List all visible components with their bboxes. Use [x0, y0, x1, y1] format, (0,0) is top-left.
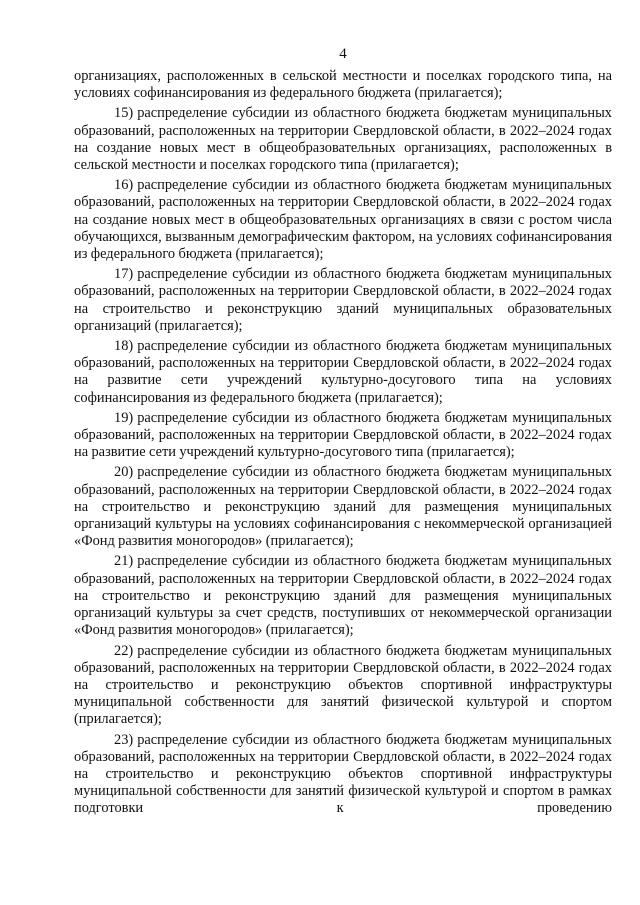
item-number: 23) — [114, 731, 134, 748]
item-number: 21) — [114, 553, 134, 570]
list-item-22 — [74, 643, 612, 729]
item-text: распределение субсидии из областного бюджета бюджетам муниципальных образований, расположенных на территории Свердловской области, в 2022–2024 годах на развитие сети учреждений культурно-досугового типа (прилагается); — [74, 409, 612, 461]
item-text: распределение субсидии из областного бюджета бюджетам муниципальных образований, расположенных на территории Свердловской области, в 2022–2024 годах на строительство и реконструкцию объектов спортивной инфраструктуры муниципальной собственности для занятий физической культурой и спортом (прилагается); — [74, 642, 612, 728]
paragraph-continuation — [74, 68, 612, 102]
item-text: распределение субсидии из областного бюджета бюджетам муниципальных образований, расположенных на территории Свердловской области, в 2022–2024 годах на создание новых мест в общеобразовательных организациях в связи с ростом числа обучающихся, вызванным демографическим фактором, на условиях софинансирования из федерального бюджета (прилагается); — [74, 177, 612, 263]
item-number: 15) — [114, 105, 134, 122]
item-number: 22) — [114, 642, 134, 659]
list-item-18 — [74, 338, 612, 407]
item-number: 17) — [114, 266, 134, 283]
item-text: распределение субсидии из областного бюджета бюджетам муниципальных образований, расположенных на территории Свердловской области, в 2022–2024 годах на развитие сети учреждений культурно-досугового типа на условиях софинансирования из федерального бюджета (прилагается); — [74, 338, 612, 406]
item-text: распределение субсидии из областного бюджета бюджетам муниципальных образований, расположенных на территории Свердловской области, в 2022–2024 годах на создание новых мест в общеобразовательных организациях, расположенных в сельской местности и поселках городского типа (прилагается); — [74, 105, 612, 174]
list-item-20 — [74, 464, 612, 550]
item-text: распределение субсидии из областного бюджета бюджетам муниципальных образований, расположенных на территории Свердловской области, в 2022–2024 годах на строительство и реконструкцию зданий муниципальных образовательных организаций (прилагается); — [74, 266, 612, 334]
item-number: 20) — [114, 464, 134, 481]
list-item-17 — [74, 266, 612, 335]
list-item-15 — [74, 105, 612, 174]
item-text: распределение субсидии из областного бюджета бюджетам муниципальных образований, расположенных на территории Свердловской области, в 2022–2024 годах на строительство и реконструкцию объектов спортивной инфраструктуры муниципальной собственности для занятий физической культурой и спортом в рамках подготовки к проведению — [74, 731, 612, 817]
paragraph-text: организациях, расположенных в сельской местности и поселках городского типа, на условиях софинансирования из федерального бюджета (прилагается); — [74, 68, 612, 102]
list-item-16 — [74, 177, 612, 263]
list-item-21 — [74, 553, 612, 639]
list-item-23 — [74, 732, 612, 818]
item-number: 16) — [114, 177, 134, 194]
page-number: 4 — [339, 46, 347, 62]
item-number: 18) — [114, 338, 134, 355]
item-number: 19) — [114, 409, 134, 426]
list-item-19 — [74, 410, 612, 462]
item-text: распределение субсидии из областного бюджета бюджетам муниципальных образований, расположенных на территории Свердловской области, в 2022–2024 годах на строительство и реконструкцию зданий для размещения муниципальных организаций культуры за счет средств, поступивших от некоммерческой организации «Фонд развития моногородов» (прилагается); — [74, 553, 612, 639]
item-text: распределение субсидии из областного бюджета бюджетам муниципальных образований, расположенных на территории Свердловской области, в 2022–2024 годах на строительство и реконструкцию зданий для размещения муниципальных организаций культуры на условиях софинансирования с некоммерческой организацией «Фонд развития моногородов» (прилагается); — [74, 464, 612, 550]
